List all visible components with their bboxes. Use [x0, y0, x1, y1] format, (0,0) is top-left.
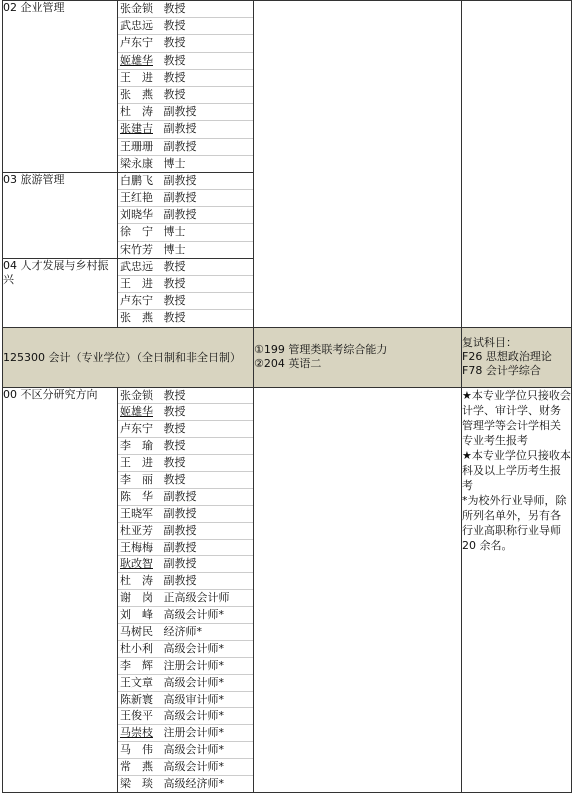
- research-direction: 04 人才发展与乡村振兴: [3, 258, 118, 327]
- retest-subjects: [462, 327, 572, 387]
- teacher-title: 高级会计师*: [163, 760, 224, 774]
- teacher-title: 教授: [163, 294, 186, 308]
- teacher-row: [118, 310, 253, 326]
- teacher-row: [118, 421, 253, 438]
- teacher-row: [118, 207, 253, 224]
- exam-subject: ①199 管理类联考综合能力: [254, 343, 388, 357]
- teacher-title: 教授: [163, 456, 186, 470]
- teacher-name: 张金锁: [120, 388, 153, 402]
- exam-subjects-cell: [254, 1, 462, 328]
- teacher-row: [118, 87, 253, 104]
- teacher-title: 教授: [163, 2, 186, 15]
- teacher-row: [118, 523, 253, 540]
- retest-line: F26 思想政治理论: [462, 350, 552, 364]
- teacher-name: 李 瑜: [120, 439, 153, 453]
- teacher-title: 博士: [163, 242, 186, 256]
- exam-subject: ②204 英语二: [254, 357, 322, 371]
- teacher-name: 武忠远: [120, 259, 153, 273]
- teacher-name: 武忠远: [120, 19, 153, 33]
- remark-note: *为校外行业导师，除所列名单外，另有各行业高职称行业导师 20 余名。: [462, 493, 567, 552]
- teacher-row: [118, 573, 253, 590]
- teacher-row: [118, 18, 253, 35]
- teacher-title: 副教授: [163, 506, 197, 520]
- teacher-row: [118, 658, 253, 675]
- teacher-name: 张建吉: [120, 122, 153, 136]
- teacher-name: 李 丽: [120, 473, 153, 487]
- remarks: [462, 387, 572, 792]
- teacher-name: 杜小利: [120, 641, 153, 655]
- teacher-name: 马树民: [120, 625, 153, 639]
- teacher-row: [118, 641, 253, 658]
- teacher-title: 高级会计师*: [163, 743, 224, 757]
- teacher-name: 卢东宁: [120, 422, 153, 436]
- teacher-title: 教授: [163, 87, 186, 101]
- teacher-row: [118, 190, 253, 207]
- teacher-name: 梁永康: [120, 156, 153, 170]
- teacher-row: [118, 438, 253, 455]
- major-row: [3, 327, 572, 387]
- teacher-title: 高级经济师*: [163, 777, 224, 791]
- teacher-title: 高级会计师*: [163, 675, 224, 689]
- program-table-body: [3, 1, 572, 793]
- major-name: 125300 会计（专业学位）（全日制和非全日制）: [3, 327, 254, 387]
- teacher-title: 高级审计师*: [163, 692, 224, 706]
- teacher-title: 副教授: [163, 122, 197, 136]
- teacher-name: 常 燕: [120, 760, 153, 774]
- teacher-title: 副教授: [163, 574, 197, 588]
- teacher-row: [118, 624, 253, 641]
- teacher-row: [118, 472, 253, 489]
- teacher-title: 教授: [163, 19, 186, 33]
- teacher-row: [118, 404, 253, 421]
- exam-subjects-cell: [254, 387, 462, 792]
- teacher-title: 教授: [163, 53, 186, 67]
- teacher-row: [118, 53, 253, 70]
- teacher-row: [118, 156, 253, 172]
- teacher-name: 王梅梅: [120, 540, 153, 554]
- teacher-list-cell: [118, 1, 254, 173]
- teacher-name: 梁 琰: [120, 777, 153, 791]
- teacher-name: 陈新寰: [120, 692, 153, 706]
- teacher-row: [118, 725, 253, 742]
- teacher-title: 副教授: [163, 191, 197, 205]
- teacher-name: 卢东宁: [120, 36, 153, 50]
- teacher-row: [118, 276, 253, 293]
- teacher-list-cell: [118, 387, 254, 792]
- teacher-title: 教授: [163, 422, 186, 436]
- direction-row: [3, 387, 572, 792]
- teacher-name: 王晓军: [120, 506, 153, 520]
- teacher-title: 高级会计师*: [163, 608, 224, 622]
- teacher-name: 卢东宁: [120, 294, 153, 308]
- research-direction: 03 旅游管理: [3, 172, 118, 258]
- teacher-title: 教授: [163, 259, 186, 273]
- retest-line: 复试科目：: [462, 336, 517, 350]
- exam-subjects: [254, 327, 462, 387]
- teacher-name: 姬雄华: [120, 53, 153, 67]
- teacher-title: 经济师*: [163, 625, 202, 639]
- teacher-name: 王红艳: [120, 191, 153, 205]
- remarks-cell: [462, 1, 572, 328]
- teacher-row: [118, 742, 253, 759]
- teacher-name: 刘 峰: [120, 608, 153, 622]
- teacher-name: 宋竹芳: [120, 242, 153, 256]
- teacher-title: 副教授: [163, 173, 197, 187]
- teacher-title: 博士: [163, 225, 186, 239]
- teacher-row: [118, 708, 253, 725]
- teacher-title: 副教授: [163, 523, 197, 537]
- teacher-row: [118, 121, 253, 138]
- teacher-title: 博士: [163, 156, 186, 170]
- teacher-row: [118, 540, 253, 557]
- teacher-row: [118, 70, 253, 87]
- teacher-name: 谢 岗: [120, 591, 153, 605]
- teacher-name: 王文章: [120, 675, 153, 689]
- teacher-row: [118, 692, 253, 709]
- teacher-row: [118, 590, 253, 607]
- teacher-title: 教授: [163, 405, 186, 419]
- teacher-name: 马 伟: [120, 743, 153, 757]
- teacher-name: 刘晓华: [120, 208, 153, 222]
- teacher-name: 陈 华: [120, 489, 153, 503]
- teacher-name: 马崇枝: [120, 726, 153, 740]
- teacher-row: [118, 489, 253, 506]
- teacher-name: 王俊平: [120, 709, 153, 723]
- teacher-name: 张 燕: [120, 311, 153, 325]
- teacher-title: 注册会计师*: [163, 658, 224, 672]
- teacher-name: 王 进: [120, 277, 153, 290]
- teacher-row: [118, 259, 253, 276]
- teacher-row: [118, 388, 253, 405]
- remark-note: ★本专业学位只接收本科及以上学历考生报考: [462, 448, 571, 492]
- teacher-name: 杜 涛: [120, 105, 153, 119]
- teacher-title: 副教授: [163, 139, 197, 153]
- teacher-name: 王珊珊: [120, 139, 153, 153]
- teacher-title: 副教授: [163, 557, 197, 571]
- teacher-name: 杜 涛: [120, 574, 153, 588]
- teacher-title: 正高级会计师: [163, 591, 230, 605]
- teacher-row: [118, 455, 253, 472]
- teacher-row: [118, 1, 253, 18]
- teacher-row: [118, 293, 253, 310]
- teacher-name: 王 进: [120, 456, 153, 470]
- teacher-row: [118, 556, 253, 573]
- teacher-name: 张 燕: [120, 87, 153, 101]
- research-direction: 02 企业管理: [3, 1, 118, 173]
- teacher-row: [118, 607, 253, 624]
- teacher-row: [118, 506, 253, 523]
- research-direction: 00 不区分研究方向: [3, 387, 118, 792]
- program-table: [2, 0, 572, 793]
- teacher-title: 注册会计师*: [163, 726, 224, 740]
- teacher-row: [118, 104, 253, 121]
- teacher-name: 李 辉: [120, 658, 153, 672]
- teacher-title: 教授: [163, 277, 186, 290]
- teacher-title: 副教授: [163, 540, 197, 554]
- teacher-title: 教授: [163, 70, 186, 84]
- teacher-row: [118, 173, 253, 190]
- teacher-title: 教授: [163, 473, 186, 487]
- teacher-title: 教授: [163, 439, 186, 453]
- teacher-name: 白鹏飞: [120, 173, 153, 187]
- teacher-title: 副教授: [163, 105, 197, 119]
- teacher-title: 教授: [163, 311, 186, 325]
- teacher-title: 教授: [163, 36, 186, 50]
- teacher-row: [118, 139, 253, 156]
- teacher-list-cell: [118, 258, 254, 327]
- retest-line: F78 会计学综合: [462, 364, 541, 378]
- teacher-name: 张金锁: [120, 2, 153, 15]
- teacher-name: 耿改智: [120, 557, 153, 571]
- teacher-title: 副教授: [163, 208, 197, 222]
- teacher-title: 高级会计师*: [163, 709, 224, 723]
- teacher-title: 教授: [163, 388, 186, 402]
- teacher-name: 杜亚芳: [120, 523, 153, 537]
- remark-note: ★本专业学位只接收会计学、审计学、财务管理学等会计学相关专业考生报考: [462, 388, 571, 447]
- teacher-title: 高级会计师*: [163, 641, 224, 655]
- teacher-title: 副教授: [163, 489, 197, 503]
- teacher-name: 王 进: [120, 70, 153, 84]
- teacher-list-cell: [118, 172, 254, 258]
- teacher-name: 姬雄华: [120, 405, 153, 419]
- teacher-row: [118, 35, 253, 52]
- teacher-row: [118, 776, 253, 792]
- teacher-row: [118, 675, 253, 692]
- teacher-row: [118, 759, 253, 776]
- teacher-row: [118, 224, 253, 241]
- teacher-name: 徐 宁: [120, 225, 153, 239]
- teacher-row: [118, 242, 253, 258]
- direction-row: [3, 1, 572, 173]
